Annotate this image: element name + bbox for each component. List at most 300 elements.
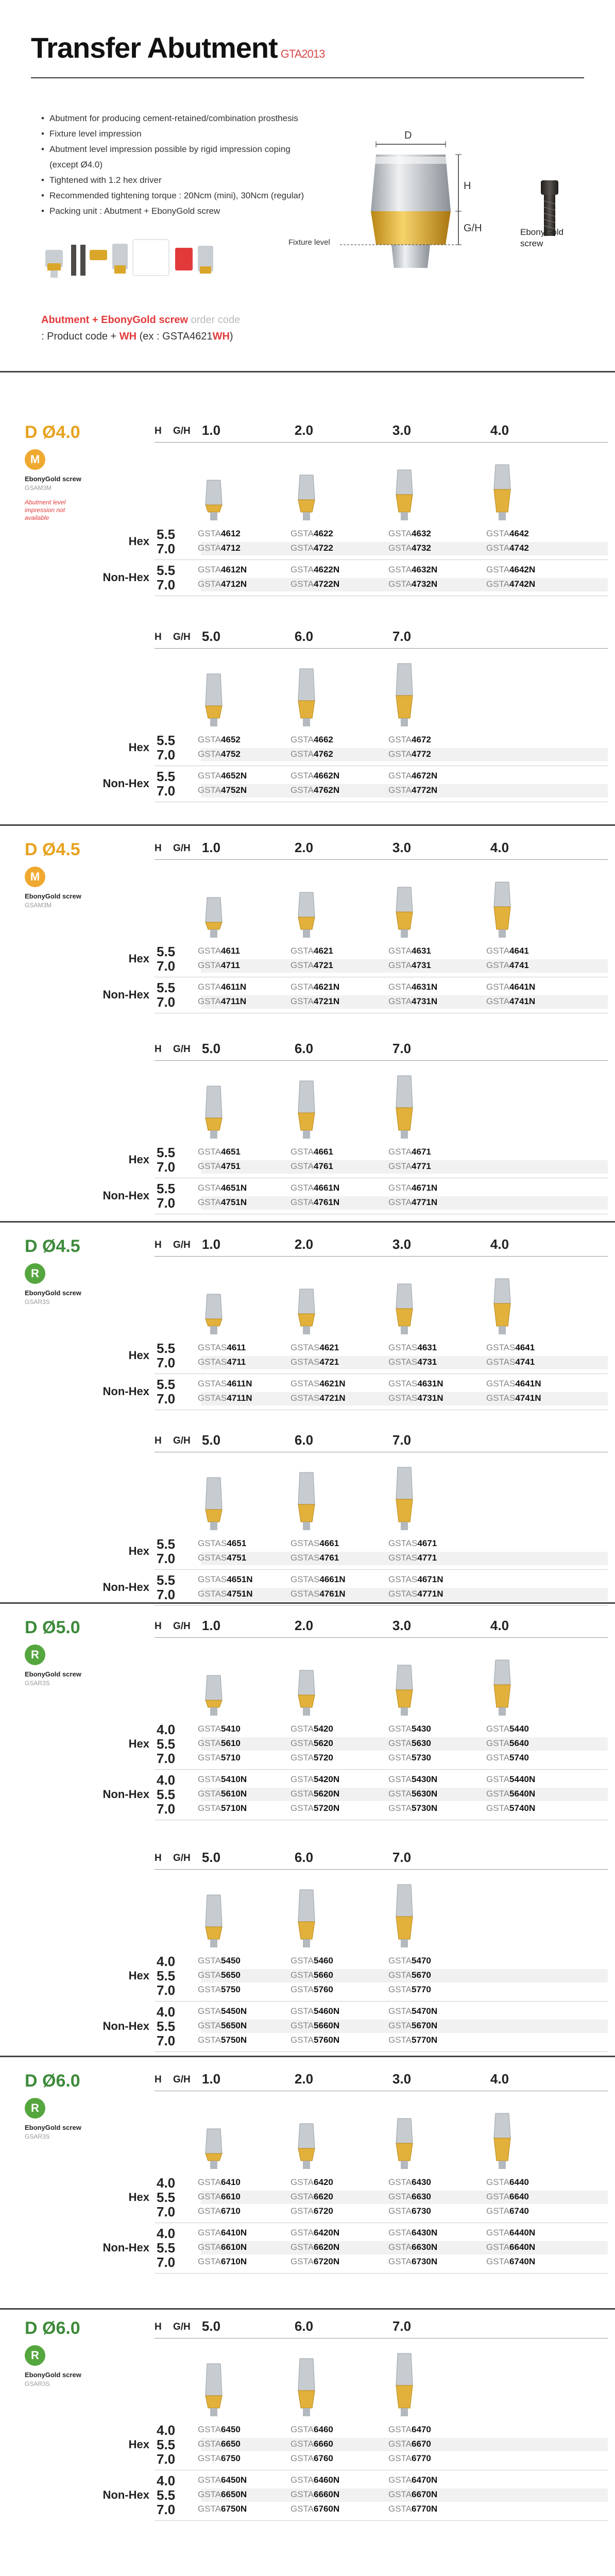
product-code: GSTA4621N — [291, 982, 340, 992]
product-code: GSTA4642 — [486, 529, 529, 538]
row-divider — [155, 1605, 608, 1606]
dimension-diagram — [335, 118, 592, 289]
abutment-image — [392, 863, 416, 941]
product-code: GSTA4621 — [291, 946, 333, 956]
h-value: 7.0 — [157, 1355, 176, 1370]
h-value: 5.5 — [157, 1145, 176, 1160]
product-code: GSTA5470 — [388, 1956, 431, 1965]
gh-column-heading: 5.0 — [201, 629, 221, 644]
product-code: GSTAS4751N — [198, 1589, 253, 1599]
product-code: GSTA4761N — [291, 1197, 340, 1207]
header-gh: G/H — [173, 426, 191, 436]
section-divider — [0, 2308, 615, 2310]
product-code: GSTA6620 — [291, 2192, 333, 2201]
h-value: 7.0 — [157, 2255, 176, 2270]
gh-column-heading: 1.0 — [201, 2071, 221, 2087]
product-code: GSTA6440N — [486, 2228, 536, 2238]
product-code: GSTA5450N — [198, 2006, 247, 2016]
header-gh: G/H — [173, 2074, 191, 2085]
product-code: GSTA6430N — [388, 2228, 438, 2238]
header-gh: G/H — [173, 1621, 191, 1632]
nonhex-row-label: Non-Hex — [102, 988, 149, 1001]
feature-item: • Recommended tightening torque : 20Ncm (mini), 30Ncm (regular) — [41, 188, 304, 204]
feature-item: • Abutment for producing cement-retained/combination prosthesis — [41, 111, 304, 126]
gh-column-heading: 6.0 — [294, 2318, 314, 2334]
product-code: GSTA6760 — [291, 2453, 333, 2463]
abutment-image — [392, 1873, 416, 1951]
screw-code: GSAM3M — [25, 484, 52, 492]
screw-name: EbonyGold screw — [25, 892, 81, 900]
product-code: GSTAS4771 — [388, 1553, 437, 1563]
nonhex-row-label: Non-Hex — [102, 1189, 149, 1202]
product-code: GSTAS4761N — [291, 1589, 346, 1599]
h-value: 5.5 — [157, 769, 176, 784]
product-code: GSTAS4651N — [198, 1574, 253, 1584]
product-code: GSTA6710 — [198, 2206, 241, 2216]
header-line — [155, 859, 608, 860]
product-code: GSTA6710N — [198, 2257, 247, 2266]
product-code: GSTA4661N — [291, 1183, 340, 1193]
product-code: GSTA4622N — [291, 565, 340, 574]
product-code: GSTA4721 — [291, 960, 333, 970]
product-code: GSTA5760 — [291, 1985, 333, 1994]
h-value: 4.0 — [157, 1954, 176, 1969]
header-gh: G/H — [173, 632, 191, 642]
product-code: GSTA4662N — [291, 771, 340, 781]
product-code: GSTA5630 — [388, 1738, 431, 1748]
gh-column-heading: 1.0 — [201, 1618, 221, 1633]
hex-row-label: Hex — [128, 1737, 149, 1750]
product-code: GSTAS4721N — [291, 1393, 346, 1403]
product-code: GSTA5620 — [291, 1738, 333, 1748]
h-value: 5.5 — [157, 980, 176, 995]
header-h: H — [155, 1853, 162, 1863]
h-value: 4.0 — [157, 2473, 176, 2488]
abutment-image — [392, 446, 416, 523]
abutment-image — [295, 1641, 318, 1719]
product-code: GSTA5450 — [198, 1956, 241, 1965]
product-code: GSTA6730N — [388, 2257, 438, 2266]
product-code: GSTA4752 — [198, 749, 241, 759]
section-divider — [0, 1602, 615, 1604]
header-gh: G/H — [173, 1853, 191, 1863]
product-code: GSTA4731N — [388, 996, 438, 1006]
product-code: GSTA6740 — [486, 2206, 529, 2216]
nonhex-row-label: Non-Hex — [102, 2020, 149, 2032]
product-code: GSTA4712N — [198, 579, 247, 589]
h-value: 4.0 — [157, 1722, 176, 1737]
gh-column-heading: 7.0 — [392, 629, 412, 644]
header-h: H — [155, 1044, 162, 1055]
product-code: GSTAS4611N — [198, 1379, 252, 1388]
feature-item: • Abutment level impression possible by rigid impression coping — [41, 142, 304, 157]
connection-badge: R — [25, 1263, 45, 1284]
product-code: GSTA4672 — [388, 735, 431, 744]
abutment-image — [202, 1456, 226, 1533]
product-mini-abutment — [45, 250, 63, 278]
title-code: GTA2013 — [280, 47, 325, 60]
h-value: 7.0 — [157, 1587, 176, 1602]
section-title: D Ø4.5 — [25, 840, 80, 859]
gh-column-heading: 3.0 — [392, 1618, 412, 1633]
product-code: GSTA5440N — [486, 1774, 536, 1784]
h-value: 7.0 — [157, 783, 176, 799]
abutment-image — [202, 2342, 226, 2419]
product-code: GSTA4651N — [198, 1183, 247, 1193]
product-code: GSTA5650 — [198, 1970, 241, 1980]
h-value: 7.0 — [157, 1391, 176, 1406]
product-code: GSTA5770 — [388, 1985, 431, 1994]
gh-column-heading: 6.0 — [294, 629, 314, 644]
hex-row-label: Hex — [128, 952, 149, 965]
h-value: 7.0 — [157, 994, 176, 1010]
product-code: GSTA6650N — [198, 2489, 247, 2499]
section-divider — [0, 371, 615, 372]
h-value: 5.5 — [157, 2190, 176, 2205]
abutment-image — [295, 1260, 318, 1337]
product-code: GSTA5730 — [388, 1753, 431, 1762]
product-code: GSTA5650N — [198, 2021, 247, 2030]
product-code: GSTA6630N — [388, 2242, 438, 2252]
product-code: GSTAS4631N — [388, 1379, 443, 1388]
product-code: GSTA4772N — [388, 785, 438, 795]
abutment-image — [392, 1456, 416, 1533]
abutment-image — [392, 1641, 416, 1719]
gh-column-heading: 7.0 — [392, 1850, 412, 1865]
product-code: GSTA6410N — [198, 2228, 247, 2238]
product-code: GSTA6720 — [291, 2206, 333, 2216]
gh-column-heading: 4.0 — [490, 422, 509, 438]
product-code: GSTA4712 — [198, 543, 241, 553]
gh-column-heading: 5.0 — [201, 2318, 221, 2334]
row-divider — [155, 1569, 608, 1570]
product-code: GSTA4732 — [388, 543, 431, 553]
product-code: GSTA4721N — [291, 996, 340, 1006]
product-code: GSTA4622 — [291, 529, 333, 538]
abutment-image — [490, 1641, 514, 1719]
product-code: GSTA6640 — [486, 2192, 529, 2201]
h-value: 7.0 — [157, 747, 176, 762]
product-code: GSTA5740 — [486, 1753, 529, 1762]
product-code: GSTA4671 — [388, 1147, 431, 1157]
h-value: 5.5 — [157, 1536, 176, 1552]
product-code: GSTAS4661N — [291, 1574, 346, 1584]
product-code: GSTA4642N — [486, 565, 536, 574]
h-value: 5.5 — [157, 1181, 176, 1196]
nonhex-row-label: Non-Hex — [102, 1788, 149, 1801]
header-gh: G/H — [173, 1240, 191, 1250]
product-code: GSTA4751 — [198, 1161, 241, 1171]
gh-column-heading: 7.0 — [392, 2318, 412, 2334]
connection-badge: M — [25, 449, 45, 470]
h-value: 4.0 — [157, 2175, 176, 2191]
product-code: GSTA4741 — [486, 960, 529, 970]
header-h: H — [155, 1621, 162, 1632]
gh-column-heading: 2.0 — [294, 1236, 314, 1252]
product-code: GSTA5750 — [198, 1985, 241, 1994]
product-code: GSTA5720 — [291, 1753, 333, 1762]
header-line — [155, 1637, 608, 1638]
abutment-image — [202, 1260, 226, 1337]
dim-label-gh: G/H — [464, 223, 482, 234]
gh-column-heading: 6.0 — [294, 1041, 314, 1056]
product-code: GSTA5660N — [291, 2021, 340, 2030]
product-code: GSTA5460 — [291, 1956, 333, 1965]
gh-column-heading: 7.0 — [392, 1041, 412, 1056]
product-code: GSTA5770N — [388, 2035, 438, 2045]
h-value: 7.0 — [157, 2033, 176, 2048]
product-code: GSTAS4741N — [486, 1393, 541, 1403]
screw-code: GSAM3M — [25, 902, 52, 909]
product-code: GSTA5610 — [198, 1738, 241, 1748]
product-code: GSTA6420N — [291, 2228, 340, 2238]
section-divider — [0, 1221, 615, 1223]
product-code: GSTA4772 — [388, 749, 431, 759]
h-value: 5.5 — [157, 1968, 176, 1984]
abutment-image — [202, 652, 226, 730]
product-code: GSTA6650 — [198, 2439, 241, 2449]
section-title: D Ø6.0 — [25, 2071, 80, 2091]
product-code: GSTA4742 — [486, 543, 529, 553]
gh-column-heading: 4.0 — [490, 2071, 509, 2087]
row-divider — [155, 1769, 608, 1770]
product-code: GSTA6750N — [198, 2504, 247, 2514]
hex-row-label: Hex — [128, 2191, 149, 2204]
h-value: 7.0 — [157, 2502, 176, 2517]
h-value: 7.0 — [157, 577, 176, 592]
nonhex-row-label: Non-Hex — [102, 1385, 149, 1398]
h-value: 7.0 — [157, 1751, 176, 1766]
h-value: 7.0 — [157, 2451, 176, 2467]
product-code: GSTA5430N — [388, 1774, 438, 1784]
h-value: 7.0 — [157, 1159, 176, 1175]
product-code: GSTA6420 — [291, 2177, 333, 2187]
product-strip-image — [40, 234, 236, 281]
hex-row-label: Hex — [128, 535, 149, 548]
product-code: GSTA6450 — [198, 2425, 241, 2434]
product-code: GSTA5660 — [291, 1970, 333, 1980]
product-code: GSTA5620N — [291, 1789, 340, 1799]
product-code: GSTA4631 — [388, 946, 431, 956]
product-code: GSTA5470N — [388, 2006, 438, 2016]
product-code: GSTA6470N — [388, 2475, 438, 2485]
product-code: GSTA5740N — [486, 1803, 536, 1813]
gh-column-heading: 3.0 — [392, 840, 412, 855]
connection-badge: R — [25, 2098, 45, 2119]
product-code: GSTA4722 — [291, 543, 333, 553]
abutment-image — [295, 2342, 318, 2419]
product-code: GSTA5410 — [198, 1724, 241, 1734]
product-code: GSTA5460N — [291, 2006, 340, 2016]
h-value: 5.5 — [157, 733, 176, 748]
nonhex-row-label: Non-Hex — [102, 2488, 149, 2501]
product-code: GSTA5440 — [486, 1724, 529, 1734]
product-code: GSTA4661 — [291, 1147, 333, 1157]
product-code: GSTAS4711N — [198, 1393, 252, 1403]
gh-column-heading: 4.0 — [490, 1618, 509, 1633]
abutment-image — [295, 1873, 318, 1951]
dim-label-d: D — [404, 130, 412, 141]
connection-badge: M — [25, 867, 45, 887]
page-title: Transfer Abutment GTA2013 — [31, 31, 325, 64]
gh-column-heading: 1.0 — [201, 422, 221, 438]
gh-column-heading: 2.0 — [294, 2071, 314, 2087]
product-code: GSTA4762 — [291, 749, 333, 759]
gh-column-heading: 5.0 — [201, 1041, 221, 1056]
gh-column-heading: 4.0 — [490, 1236, 509, 1252]
product-code: GSTA4611 — [198, 946, 240, 956]
product-code: GSTA6770 — [388, 2453, 431, 2463]
product-code: GSTA4741N — [486, 996, 536, 1006]
header-h: H — [155, 1435, 162, 1446]
h-value: 4.0 — [157, 2422, 176, 2438]
section-divider — [0, 824, 615, 826]
dim-label-h: H — [464, 180, 471, 192]
h-value: 5.5 — [157, 527, 176, 542]
product-code: GSTAS4631 — [388, 1343, 437, 1352]
feature-item: • Fixture level impression — [41, 126, 304, 142]
hex-row-label: Hex — [128, 1969, 149, 1982]
product-code: GSTA4731 — [388, 960, 431, 970]
h-value: 5.5 — [157, 2487, 176, 2503]
h-value: 5.5 — [157, 2437, 176, 2452]
section-title: D Ø5.0 — [25, 1618, 80, 1637]
section-title: D Ø6.0 — [25, 2318, 80, 2338]
product-code: GSTA6630 — [388, 2192, 431, 2201]
header-line — [155, 648, 608, 649]
product-code: GSTA4652 — [198, 735, 241, 744]
product-code: GSTA4751N — [198, 1197, 247, 1207]
feature-item: • Packing unit : Abutment + EbonyGold screw — [41, 204, 304, 219]
product-code: GSTAS4721 — [291, 1357, 339, 1367]
product-code: GSTA6720N — [291, 2257, 340, 2266]
abutment-image — [490, 446, 514, 523]
abutment-image — [202, 446, 226, 523]
header-gh: G/H — [173, 1435, 191, 1446]
h-value: 5.5 — [157, 944, 176, 959]
product-code: GSTA5640N — [486, 1789, 536, 1799]
gh-column-heading: 1.0 — [201, 840, 221, 855]
h-value: 4.0 — [157, 2226, 176, 2241]
abutment-image — [202, 1873, 226, 1951]
product-code: GSTAS4621 — [291, 1343, 339, 1352]
header-h: H — [155, 632, 162, 642]
product-code: GSTA5430 — [388, 1724, 431, 1734]
product-code: GSTA6610 — [198, 2192, 241, 2201]
product-code: GSTA6670 — [388, 2439, 431, 2449]
product-code: GSTA4631N — [388, 982, 438, 992]
header-h: H — [155, 426, 162, 436]
product-code: GSTA5640 — [486, 1738, 529, 1748]
product-code: GSTAS4621N — [291, 1379, 346, 1388]
product-code: GSTA4632N — [388, 565, 438, 574]
screw-name: EbonyGold screw — [25, 1289, 81, 1297]
h-value: 5.5 — [157, 1572, 176, 1588]
screw-name: EbonyGold screw — [25, 1670, 81, 1678]
header-line — [155, 442, 608, 443]
h-value: 5.5 — [157, 1377, 176, 1392]
product-code: GSTA5610N — [198, 1789, 247, 1799]
h-value: 5.5 — [157, 1736, 176, 1752]
product-code: GSTA6670N — [388, 2489, 438, 2499]
screw-code: GSAR3S — [25, 2380, 50, 2387]
product-code: GSTA5420 — [291, 1724, 333, 1734]
product-code: GSTA5630N — [388, 1789, 438, 1799]
product-code: GSTA5710N — [198, 1803, 247, 1813]
h-value: 7.0 — [157, 1801, 176, 1817]
abutment-image — [295, 1456, 318, 1533]
feature-list — [41, 111, 304, 219]
row-divider — [155, 2273, 608, 2274]
product-code: GSTA6610N — [198, 2242, 247, 2252]
abutment-image — [392, 2342, 416, 2419]
screw-code: GSAR3S — [25, 1680, 50, 1687]
abutment-image — [202, 1641, 226, 1719]
header-h: H — [155, 1240, 162, 1250]
product-code: GSTA4711N — [198, 996, 247, 1006]
product-code: GSTA5710 — [198, 1753, 241, 1762]
header-h: H — [155, 2074, 162, 2085]
screw-code: GSAR3S — [25, 1298, 50, 1306]
product-code: GSTA6470 — [388, 2425, 431, 2434]
product-code: GSTA6450N — [198, 2475, 247, 2485]
product-code: GSTAS4671 — [388, 1538, 437, 1548]
nonhex-row-label: Non-Hex — [102, 1581, 149, 1594]
product-code: GSTA6770N — [388, 2504, 438, 2514]
screw-name: EbonyGold screw — [25, 2124, 81, 2131]
product-code: GSTA6640N — [486, 2242, 536, 2252]
product-code: GSTAS4771N — [388, 1589, 443, 1599]
product-code: GSTA4651 — [198, 1147, 241, 1157]
order-code-formula: : Product code + WH (ex : GSTA4621WH) — [41, 331, 233, 342]
h-value: 4.0 — [157, 1772, 176, 1788]
h-value: 7.0 — [157, 1982, 176, 1998]
screw-label: EbonyGold screw — [520, 227, 564, 248]
connection-badge: R — [25, 1645, 45, 1665]
row-divider — [155, 2001, 608, 2002]
product-code: GSTA5730N — [388, 1803, 438, 1813]
section-divider — [0, 2056, 615, 2057]
product-code: GSTA4771 — [388, 1161, 431, 1171]
product-code: GSTAS4711 — [198, 1357, 246, 1367]
product-code: GSTA4761 — [291, 1161, 333, 1171]
abutment-image — [392, 652, 416, 730]
abutment-image — [202, 863, 226, 941]
screw-code: GSAR3S — [25, 2133, 50, 2140]
product-code: GSTAS4641 — [486, 1343, 535, 1352]
product-code: GSTA5750N — [198, 2035, 247, 2045]
product-code: GSTA6620N — [291, 2242, 340, 2252]
hex-row-label: Hex — [128, 1153, 149, 1166]
gh-column-heading: 3.0 — [392, 422, 412, 438]
screw-name: EbonyGold screw — [25, 475, 81, 483]
abutment-image — [392, 2095, 416, 2172]
nonhex-row-label: Non-Hex — [102, 777, 149, 790]
header-line — [155, 1256, 608, 1257]
hex-row-label: Hex — [128, 741, 149, 754]
product-code: GSTA6410 — [198, 2177, 241, 2187]
product-code: GSTA4662 — [291, 735, 333, 744]
product-code: GSTA5420N — [291, 1774, 340, 1784]
product-code: GSTAS4731N — [388, 1393, 443, 1403]
abutment-image — [295, 446, 318, 523]
nonhex-row-label: Non-Hex — [102, 2241, 149, 2254]
abutment-image — [295, 652, 318, 730]
gh-column-heading: 7.0 — [392, 1432, 412, 1448]
gh-column-heading: 3.0 — [392, 2071, 412, 2087]
header — [0, 0, 615, 355]
h-value: 5.5 — [157, 2240, 176, 2256]
